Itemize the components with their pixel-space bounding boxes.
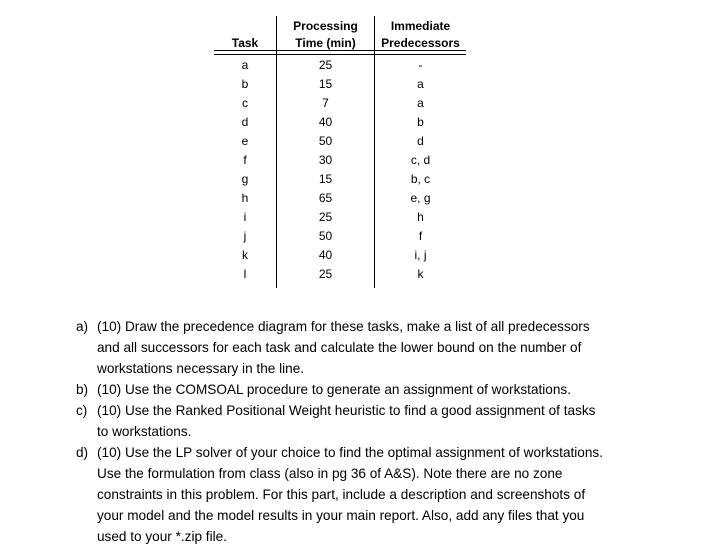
cell-time: 7: [322, 96, 329, 110]
cell-task: e: [241, 134, 249, 148]
cell-pred: h: [417, 210, 424, 224]
table-row: [214, 56, 466, 75]
cell-pred: e, g: [410, 191, 431, 205]
cell-pred: d: [417, 134, 424, 148]
question-text-line: workstations necessary in the line.: [97, 361, 305, 376]
header-double-rule: [214, 50, 466, 55]
table-row: [214, 132, 466, 151]
cell-task: g: [241, 172, 249, 186]
cell-pred: k: [417, 267, 424, 281]
header-task-label: Task: [231, 36, 259, 50]
cell-time: 25: [318, 267, 333, 281]
question-text-line: to workstations.: [97, 424, 192, 439]
header-time-line2: Time (min): [295, 36, 356, 50]
cell-task: f: [243, 153, 247, 167]
cell-task: l: [243, 267, 247, 281]
question-text-line: and all successors for each task and calculate the lower bound on the number of: [97, 340, 582, 355]
header-pred-line2: Predecessors: [381, 36, 460, 50]
table-row: [214, 170, 466, 189]
cell-task: c: [242, 96, 248, 110]
cell-time: 40: [318, 115, 333, 129]
question-list: [76, 316, 603, 547]
question-text-line: (10) Use the Ranked Positional Weight heuristic to find a good assignment of tasks: [97, 403, 596, 418]
question-text-line: Use the formulation from class (also in pg 36 of A&S). Note there are no zone: [97, 466, 563, 481]
header-processing-time: [277, 14, 374, 52]
cell-task: j: [243, 229, 247, 243]
question-text-line: (10) Draw the precedence diagram for these tasks, make a list of all predecessors: [97, 319, 590, 334]
cell-task: d: [241, 115, 249, 129]
cell-task: i: [243, 210, 247, 224]
question-text-line: (10) Use the LP solver of your choice to find the optimal assignment of workstations.: [97, 445, 603, 460]
question-text-line: (10) Use the COMSOAL procedure to generate an assignment of workstations.: [97, 382, 572, 397]
cell-time: 15: [318, 77, 333, 91]
cell-time: 15: [318, 172, 333, 186]
cell-time: 40: [318, 248, 333, 262]
cell-time: 65: [318, 191, 333, 205]
table-row: [214, 189, 466, 208]
cell-pred: a: [417, 96, 424, 110]
table-row: [214, 113, 466, 132]
cell-pred: c, d: [410, 153, 431, 167]
table-row: [214, 151, 466, 170]
cell-task: h: [241, 191, 249, 205]
cell-time: 50: [318, 229, 333, 243]
header-pred-line1: Immediate: [390, 19, 451, 33]
header-time-line1: Processing: [293, 19, 358, 33]
question-item: [76, 400, 603, 442]
cell-pred: -: [418, 58, 423, 72]
question-label: a): [76, 319, 89, 334]
header-predecessors: [375, 14, 466, 52]
cell-pred: a: [417, 77, 424, 91]
header-task: [214, 14, 276, 52]
table-row: [214, 227, 466, 246]
cell-time: 50: [318, 134, 333, 148]
question-item: [76, 379, 603, 400]
table-row: [214, 246, 466, 265]
cell-task: b: [241, 77, 249, 91]
cell-task: k: [242, 248, 248, 262]
question-item: [76, 442, 603, 547]
question-text-line: your model and the model results in your main report. Also, add any files that you: [97, 508, 585, 523]
question-label: d): [76, 445, 89, 460]
question-label: c): [76, 403, 88, 418]
cell-pred: f: [418, 229, 423, 243]
table-row: [214, 75, 466, 94]
question-item: [76, 316, 603, 379]
cell-pred: b: [417, 115, 424, 129]
cell-time: 25: [318, 210, 333, 224]
cell-pred: b, c: [410, 172, 431, 186]
cell-task: a: [241, 58, 249, 72]
table-row: [214, 265, 466, 284]
question-label: b): [76, 382, 89, 397]
question-text-line: constraints in this problem. For this part, include a description and screenshots of: [97, 487, 586, 502]
cell-time: 30: [318, 153, 333, 167]
table-row: [214, 94, 466, 113]
question-text-line: used to your *.zip file.: [97, 529, 227, 544]
cell-pred: i, j: [414, 248, 427, 262]
table-row: [214, 208, 466, 227]
cell-time: 25: [318, 58, 333, 72]
